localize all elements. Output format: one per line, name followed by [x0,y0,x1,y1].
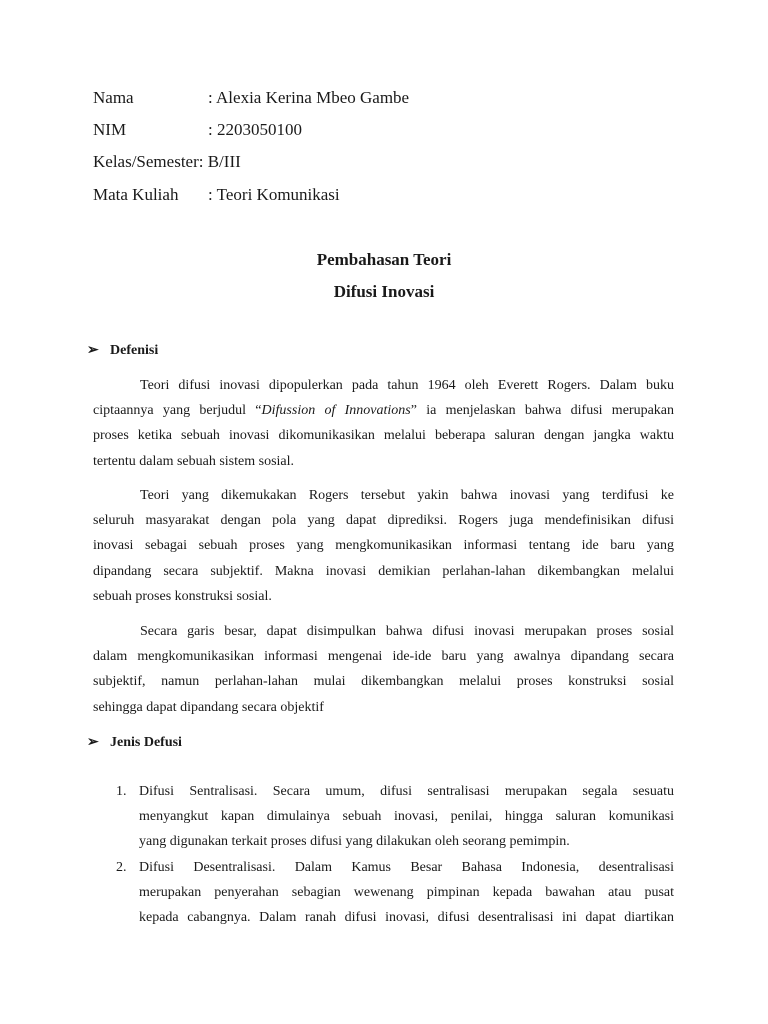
section-jenis-label: Jenis Defusi [110,735,182,750]
nim-value: : 2203050100 [208,120,302,139]
text-line: menyangkut kapan dimulainya sebuah inovasi, penilai, hingga saluran komunikasi [139,809,674,825]
info-nama [93,88,410,108]
info-kelas [93,152,241,172]
text-line: subjektif, namun perlahan-lahan mulai dikembangkan melalui proses konstruksi sosial [93,674,674,690]
text-line: Difusi Desentralisasi. Dalam Kamus Besar Bahasa Indonesia, desentralisasi [139,859,674,875]
list-item [93,779,674,855]
info-mata-kuliah [93,185,340,205]
text-line: seluruh masyarakat dengan pola yang dapat diprediksi. Rogers juga mendefinisikan difusi [93,513,674,529]
page-subtitle: Difusi Inovasi [333,282,435,301]
kelas-label: Kelas/Semester: B/III [93,152,241,171]
text-line: merupakan penyerahan sebagian wewenang pimpinan kepada bawahan atau pusat [139,884,674,900]
text-line: dipandang secara subjektif. Makna inovasi demikian perlahan-lahan dikembangkan melalui [93,563,674,579]
text-line: Difusi Sentralisasi. Secara umum, difusi sentralisasi merupakan segala sesuatu [139,784,674,799]
section-jenis-defusi [87,734,182,752]
text-span: ciptaannya yang berjudul “ [93,403,262,419]
book-title: Difussion of Innovations [261,403,411,419]
list-number: 2. [116,859,127,875]
nama-value: : Alexia Kerina Mbeo Gambe [208,88,410,107]
section-defenisi [87,342,158,360]
nim-label: NIM [93,120,127,139]
arrow-bullet-icon: ➢ [87,343,99,358]
text-line: kepada cabangnya. Dalam ranah difusi inovasi, difusi desentralisasi ini dapat diartikan [139,910,674,926]
text-line: Secara garis besar, dapat disimpulkan bahwa difusi inovasi merupakan proses sosial [140,624,674,639]
text-line: proses ketika sebuah inovasi dikomunikasikan melalui beberapa saluran dengan jangka waktu [93,428,674,444]
list-item [93,855,674,931]
text-line: sebuah proses konstruksi sosial. [93,588,272,604]
numbered-list [93,779,674,930]
text-line: inovasi sebagai sebuah proses yang mengkomunikasikan informasi tentang ide baru yang [93,538,674,554]
info-nim [93,120,302,140]
text-line: yang digunakan terkait proses difusi yang dilakukan oleh seorang pemimpin. [139,834,570,850]
text-line: Teori difusi inovasi dipopulerkan pada tahun 1964 oleh Everett Rogers. Dalam buku [140,378,674,393]
text-line [93,398,674,423]
nama-label: Nama [93,88,134,107]
mata-kuliah-label: Mata Kuliah [93,185,179,204]
arrow-bullet-icon: ➢ [87,735,99,750]
text-span: ” ia menjelaskan bahwa difusi merupakan [410,403,675,419]
text-line: dalam mengkomunikasikan informasi mengenai ide-ide baru yang awalnya dipandang secara [93,649,674,665]
text-line: tertentu dalam sebuah sistem sosial. [93,453,295,469]
text-line: Teori yang dikemukakan Rogers tersebut yakin bahwa inovasi yang terdifusi ke [140,488,674,503]
section-defenisi-label: Defenisi [110,343,159,358]
paragraph-1 [93,373,674,474]
list-number: 1. [116,784,127,799]
page-title: Pembahasan Teori [316,250,452,269]
text-line: sehingga dapat dipandang secara objektif [93,699,324,715]
paragraph-2 [93,483,674,609]
mata-kuliah-value: : Teori Komunikasi [208,185,340,204]
paragraph-3 [93,619,674,720]
